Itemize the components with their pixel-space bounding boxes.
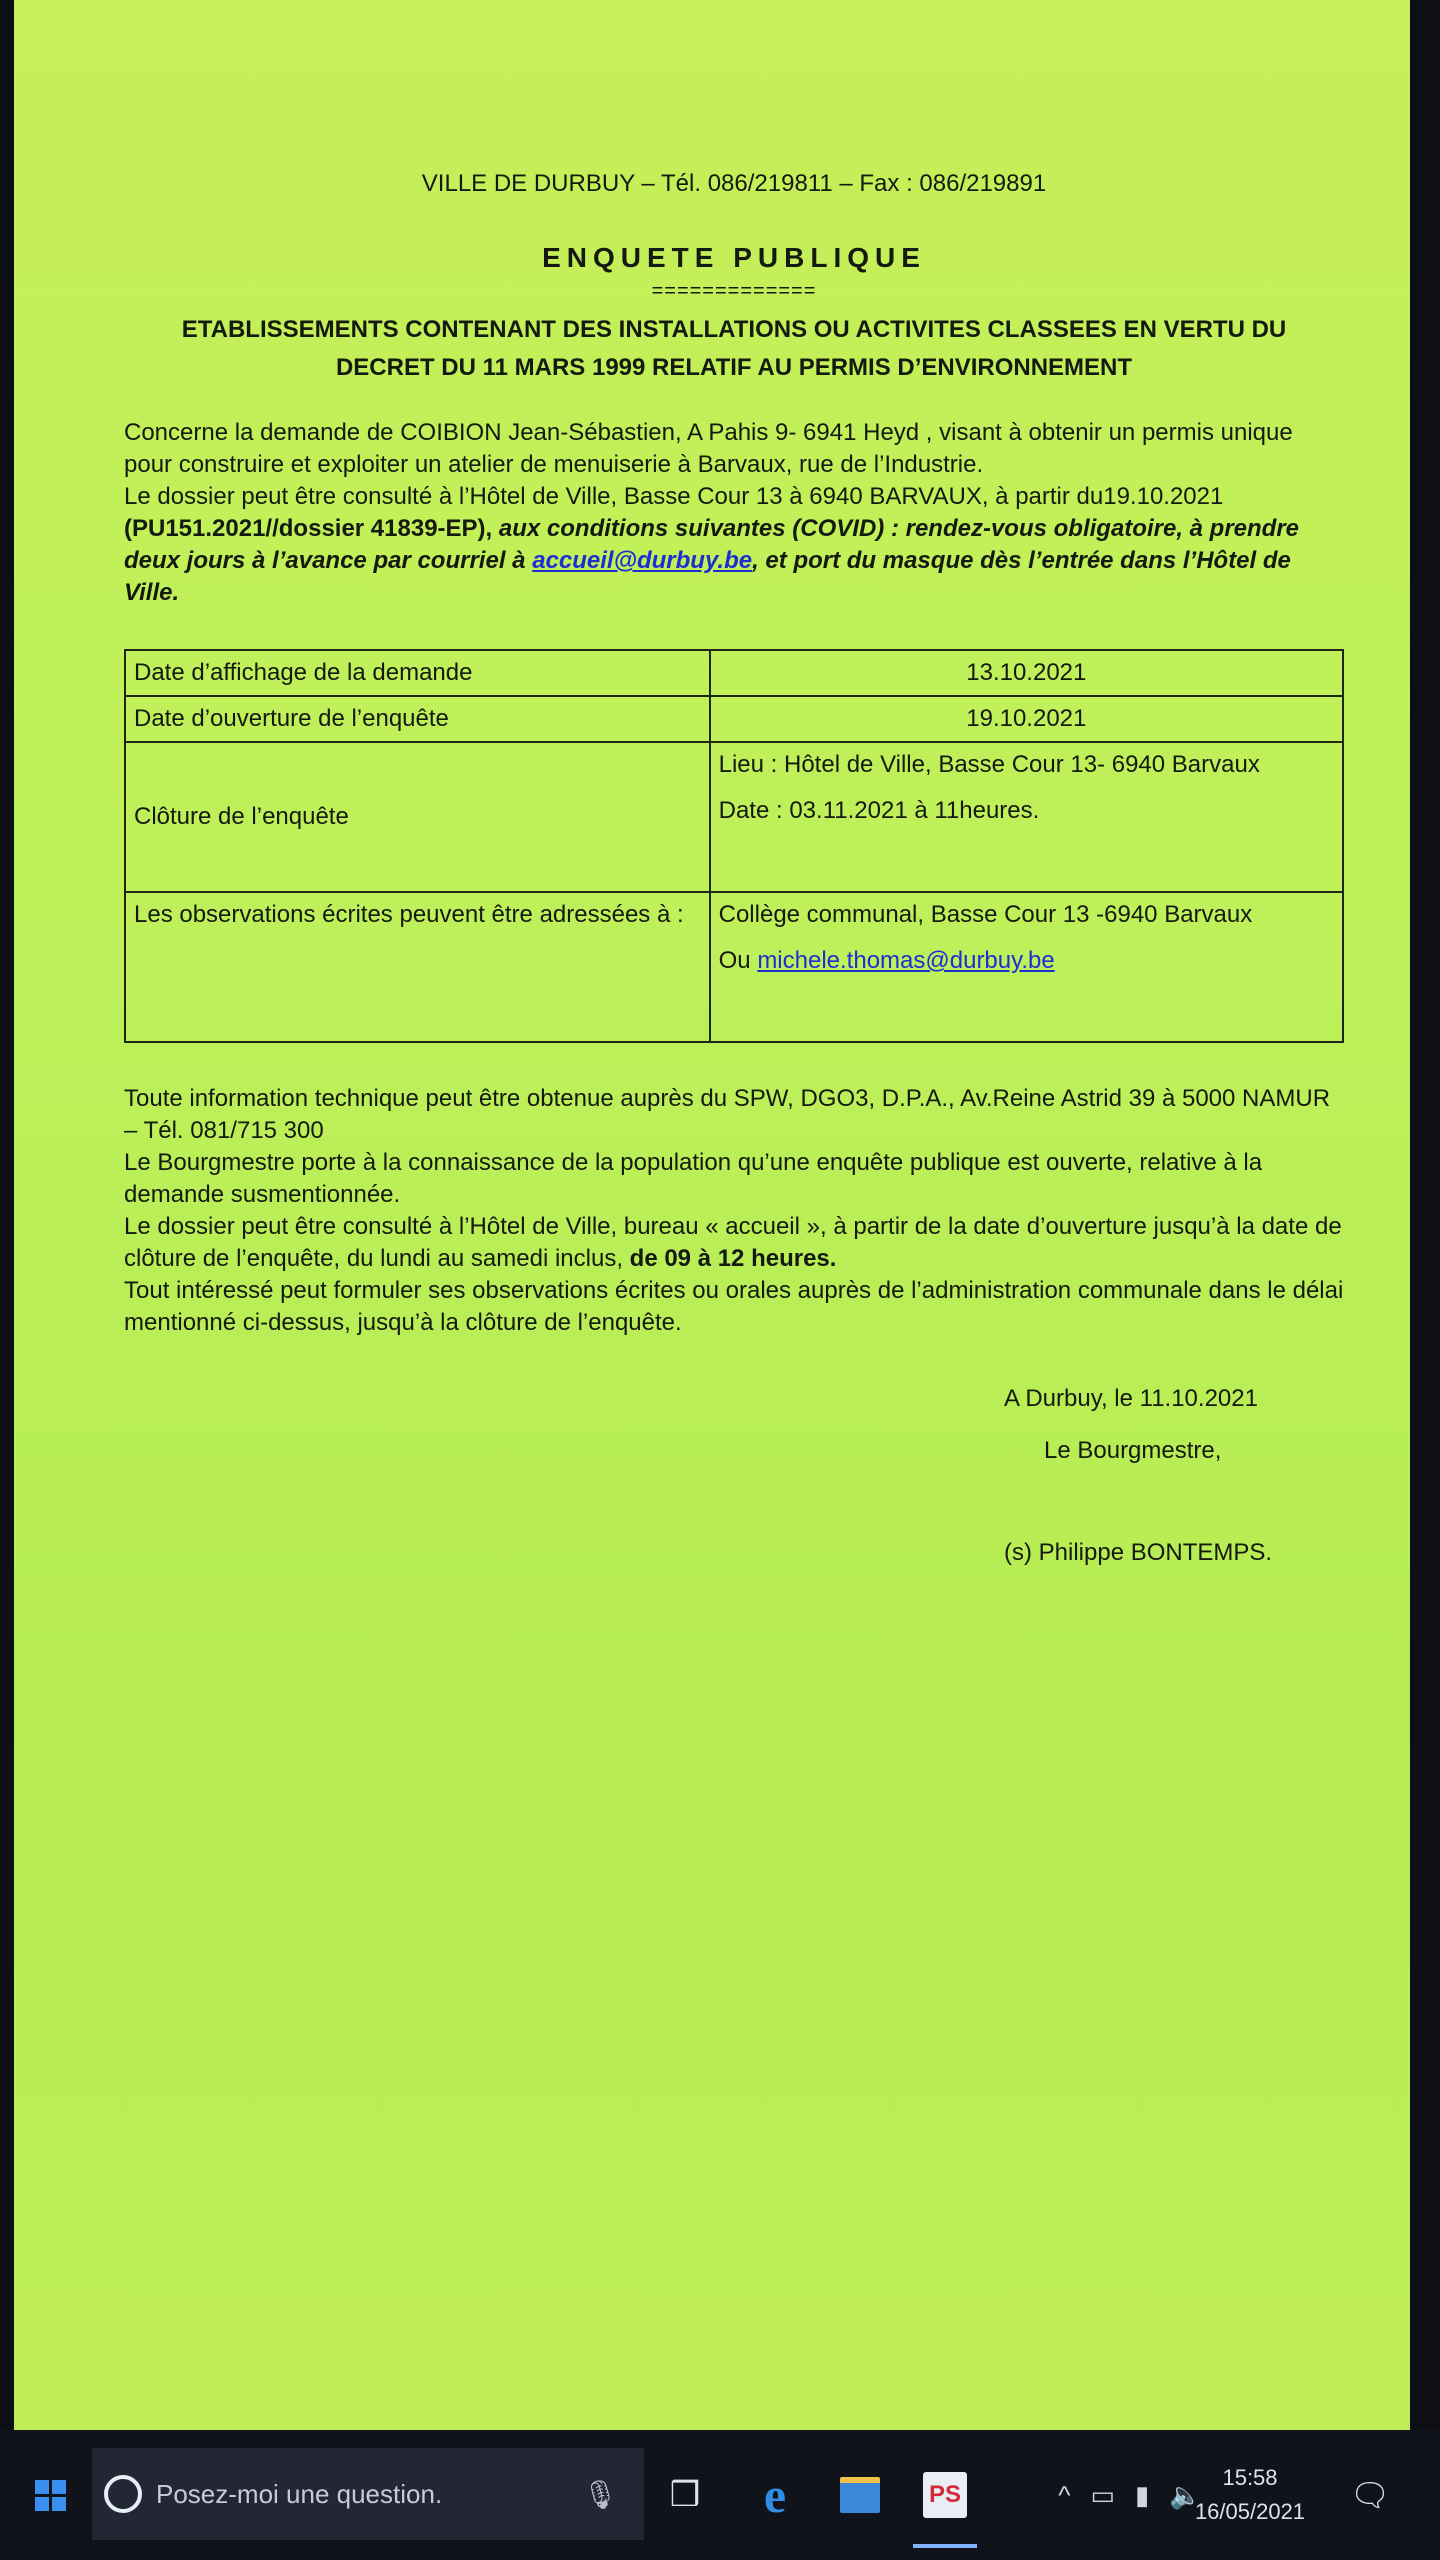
or-label: Ou: [718, 947, 758, 974]
body-text: [124, 1083, 1344, 1339]
table-label: Les observations écrites peuvent être adressées à :: [125, 892, 710, 1042]
document-subtitle: ETABLISSEMENTS CONTENANT DES INSTALLATIONS OU ACTIVITES CLASSEES EN VERTU DU DECRET DU 11 MARS 1999 RELATIF AU PERMIS D’ENVIRONNEMENT: [181, 316, 1287, 381]
intro-paragraph: [124, 417, 1344, 609]
covid-conditions: aux conditions suivantes (COVID) : rendez-vous obligatoire, à prendre deux jours à l’avance par courriel à: [124, 515, 1300, 574]
signature-block: [1004, 1373, 1344, 1579]
place-date: A Durbuy, le 11.10.2021: [1004, 1385, 1258, 1412]
intro-end: , et port du masque dès l’entrée dans l’Hôtel de Ville.: [124, 547, 1291, 606]
college-address: Collège communal, Basse Cour 13 -6940 Barvaux: [718, 901, 1253, 928]
body-paragraph: Le Bourgmestre porte à la connaissance de la population qu’une enquête publique est ouverte, relative à la demande susmentionnée.: [124, 1149, 1263, 1208]
opening-hours: de 09 à 12 heures.: [629, 1245, 837, 1272]
info-table: [124, 649, 1344, 1043]
table-value: 13.10.2021: [710, 650, 1343, 696]
table-value: [710, 742, 1343, 892]
document-title: ENQUETE PUBLIQUE: [542, 242, 926, 273]
volume-icon[interactable]: 🔈: [1169, 2479, 1202, 2510]
screen: [14, 0, 1410, 2430]
body-paragraph: Toute information technique peut être obtenue auprès du SPW, DGO3, D.P.A., Av.Reine Astrid 39 à 5000 NAMUR – Tél. 081/715 300: [124, 1085, 1331, 1144]
pdf-app-button[interactable]: [905, 2430, 985, 2560]
closing-place: Lieu : Hôtel de Ville, Basse Cour 13- 6940 Barvaux: [718, 751, 1260, 778]
document: [124, 150, 1344, 1579]
start-button[interactable]: [10, 2430, 90, 2560]
alt-contact: [719, 947, 1334, 975]
microphone-icon[interactable]: 🎙: [582, 2478, 618, 2510]
task-view-button[interactable]: [650, 2430, 720, 2560]
table-value: [710, 892, 1343, 1042]
body-paragraph: Tout intéressé peut formuler ses observations écrites ou orales auprès de l’administration communale dans le délai mentionné ci-dessus, jusqu’à la clôture de l’enquête.: [124, 1277, 1344, 1336]
search-box[interactable]: [92, 2448, 644, 2540]
table-row: [125, 696, 1343, 742]
taskbar: [0, 2430, 1440, 2560]
file-explorer-button[interactable]: [820, 2430, 900, 2560]
table-value: 19.10.2021: [710, 696, 1343, 742]
title-separator: =============: [651, 280, 817, 302]
intro-line: [124, 481, 1344, 609]
edge-icon: e: [763, 2467, 787, 2523]
table-label: Date d’ouverture de l’enquête: [125, 696, 710, 742]
clock-time: 15:58: [1222, 2465, 1278, 2490]
table-row: [125, 650, 1343, 696]
body-text-span: Le dossier peut être consulté à l’Hôtel de Ville, bureau « accueil », à partir de la date d’ouverture jusqu’à la date de clôture de l’enquête, du lundi au samedi inclus,: [124, 1213, 1342, 1272]
pdf-app-icon: PS: [923, 2472, 967, 2518]
task-view-icon: ❒: [669, 2476, 701, 2514]
file-explorer-icon: [840, 2477, 880, 2513]
email-link-michele[interactable]: michele.thomas@durbuy.be: [757, 947, 1055, 974]
document-header: VILLE DE DURBUY – Tél. 086/219811 – Fax : 086/219891: [421, 170, 1047, 197]
notification-button[interactable]: [1330, 2430, 1410, 2560]
clock[interactable]: [1190, 2430, 1310, 2560]
intro-line: Concerne la demande de COIBION Jean-Sébastien, A Pahis 9- 6941 Heyd , visant à obtenir un permis unique pour construire et exploiter un atelier de menuiserie à Barvaux, rue de l’Industrie.: [124, 419, 1293, 478]
cortana-icon: [104, 2475, 142, 2513]
email-link-accueil[interactable]: accueil@durbuy.be: [532, 547, 753, 574]
body-paragraph: [124, 1211, 1344, 1275]
active-app-indicator: [913, 2544, 977, 2548]
table-label: Clôture de l’enquête: [125, 742, 710, 892]
windows-start-icon: [35, 2480, 66, 2511]
table-row: [125, 742, 1343, 892]
dossier-reference: (PU151.2021//dossier 41839-EP),: [124, 515, 493, 542]
chevron-up-icon[interactable]: ^: [1058, 2479, 1071, 2510]
network-icon[interactable]: ▭: [1090, 2479, 1116, 2510]
clock-date: 16/05/2021: [1194, 2499, 1306, 2524]
table-label: Date d’affichage de la demande: [125, 650, 710, 696]
signatory-title: Le Bourgmestre,: [1044, 1437, 1222, 1464]
edge-button[interactable]: [740, 2430, 810, 2560]
power-icon[interactable]: ▮: [1135, 2479, 1150, 2510]
table-row: [125, 892, 1343, 1042]
notification-icon: 🗨: [1349, 2477, 1391, 2513]
signatory-name: (s) Philippe BONTEMPS.: [1004, 1539, 1273, 1566]
intro-text: Le dossier peut être consulté à l’Hôtel de Ville, Basse Cour 13 à 6940 BARVAUX, à partir du19.10.2021: [124, 483, 1224, 510]
closing-date: Date : 03.11.2021 à 11heures.: [718, 797, 1040, 824]
search-placeholder: Posez-moi une question.: [156, 2478, 443, 2509]
